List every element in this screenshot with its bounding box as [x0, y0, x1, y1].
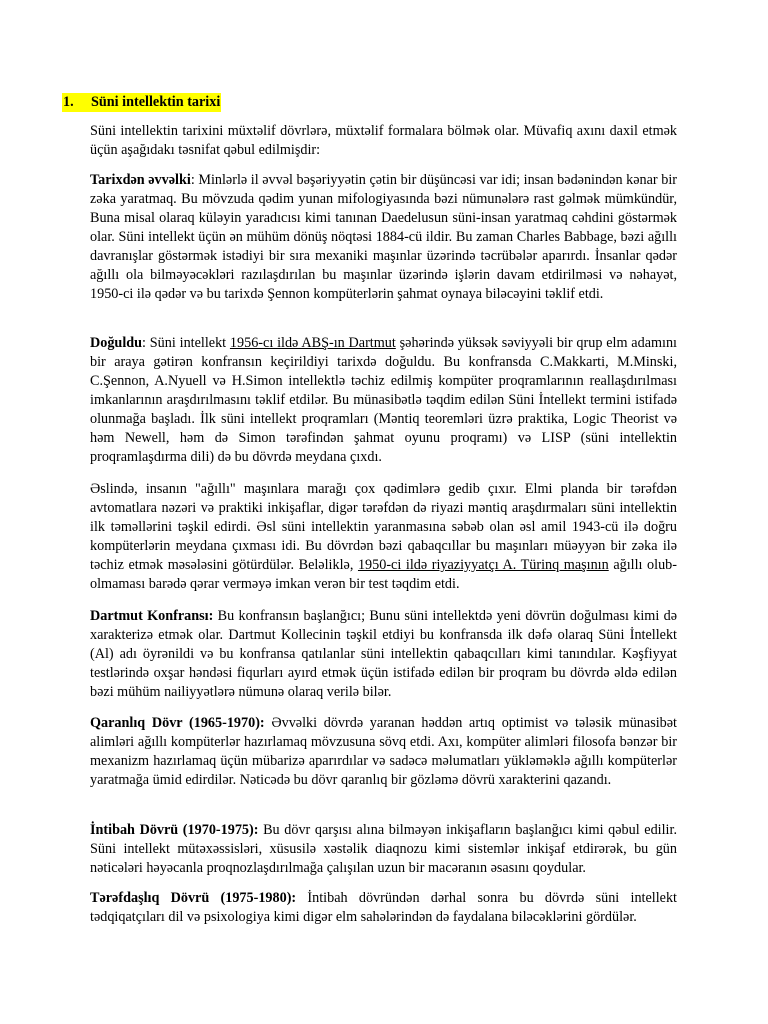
birth-link[interactable]: 1956-cı ildə ABŞ-ın Dartmut [229, 335, 396, 351]
section-heading [62, 93, 221, 112]
dark-period-text: Əvvəlki dövrdə yaranan həddən artıq optimist və tələsik münasibət alimləri ağıllı kompüterlər hazırlamaq mövzusuna sövq etdi. Axı, kompüter alimləri filosofa bənzər bir mexanizm hazırlamaq üçün mübarizə aparırdılar və sadəcə məlumatları yükləməklə ağıllı kompüterlər yaratmağa ümid edirdilər. Nəticədə bu dövr qaranlıq bir gözləmə dövrü xarakterini qazandı. [90, 715, 677, 788]
prehistory-text: : Minlərlə il əvvəl bəşəriyyətin çətin bir düşüncəsi var idi; insan bədənindən kənar bir zəka yaratmaq. Bu mövzuda qədim yunan mifologiyasında bəzi nümunələrə rast gəlmək mümkündür, Buna misal olaraq küləyin yaradıcısı kimi tanınan Daedelusun süni-insan yaratmaq cəhdini göstərmək olar. Süni intellekt üçün ən mühüm dönüş nöqtəsi 1884-cü ildir. Bu zaman Charles Babbage, bəzi ağıllı davranışlar göstərmək istədiyi bir sıra mexaniki maşınlar üzərində təcrübələr aparırdı. İnsanlar qədər ağıllı ola bilməyəcəkləri razılaşdırılan bu maşınlar üzərində işlərin davam etdirilməsi və nəhayət, 1950-ci ilə qədər və bu tarixdə Şennon kompüterlərin şahmat oynaya biləcəyini təklif etdi. [90, 172, 677, 302]
turing-link[interactable]: 1950-ci ildə riyaziyyatçı A. Türinq maşının [357, 557, 609, 573]
origin-text-after: ağıllı olub-olmaması barədə qərar verməyə imkan verən bir test təqdim etdi. [90, 557, 678, 592]
birth-term: Doğuldu [90, 335, 143, 351]
partnership-term: Tərəfdaşlıq Dövrü (1975-1980): [90, 890, 297, 906]
dartmouth-text: Bu konfransın başlanğıcı; Bunu süni intellektdə yeni dövrün doğulması kimi də xarakterizə etmək olar. Dartmut Kollecinin təşkil etdiyi bu konfransda ilk dəfə olaraq Süni İntellekt (Al) adı öyrənildi və bu konfransa qatılanlar süni intellektin qabaqcılları kimi tanındılar. Kəşfiyyat testlərində oxşar həndəsi fiqurları ayırd etmək üçün istifadə edilən bir proqram bu dövrdə əldə edilən bəzi mühüm nailiyyətlərə nümunə olaraq verilə bilər. [90, 608, 678, 700]
renaissance-text: Bu dövr qarşısı alına bilməyən inkişafların başlanğıcı kimi qəbul edilir. Süni intellekt mütəxəssisləri, xüsusilə xəstəlik diaqnozu kimi sistemlər inkişaf etdirərək, bu gün nəticələri həyəcanla proqnozlaşdırılmağa çalışılan uzun bir macəranın əsasını qoydular. [90, 822, 677, 876]
paragraph-dark-period [90, 714, 677, 790]
partnership-text: İntibah dövründən dərhal sonra bu dövrdə süni intellekt tədqiqatçıları dil və psixologiya kimi digər elm sahələrindən də faydalana biləcəklərini gördülər. [90, 890, 677, 925]
paragraph-origin [90, 480, 677, 594]
heading-number: 1. [63, 94, 74, 110]
paragraph-prehistory [90, 171, 677, 304]
renaissance-term: İntibah Dövrü (1970-1975): [90, 822, 259, 838]
dark-period-term: Qaranlıq Dövr (1965-1970): [90, 715, 265, 731]
birth-text-before: : Süni intellekt [142, 335, 230, 351]
prehistory-term: Tarixdən əvvəlki [90, 172, 191, 188]
intro-text: Süni intellektin tarixini müxtəlif dövrlərə, müxtəlif formalara bölmək olar. Müvafiq axını daxil etmək üçün aşağıdakı təsnifat qəbul edilmişdir: [90, 123, 677, 158]
paragraph-intro [90, 122, 677, 160]
paragraph-renaissance [90, 821, 677, 878]
paragraph-dartmouth [90, 607, 677, 702]
heading-title: Süni intellektin tarixi [91, 94, 221, 110]
dartmouth-term: Dartmut Konfransı: [90, 608, 214, 624]
paragraph-birth [90, 334, 677, 467]
paragraph-partnership [90, 889, 677, 927]
origin-text-before: Əslində, insanın "ağıllı" maşınlara marağı çox qədimlərə gedib çıxır. Elmi planda bir tərəfdən avtomatlara nəzəri və praktiki inkişaflar, digər tərəfdən də riyazi məntiq araşdırmaları süni intellektin ilk təməllərini təşkil edirdi. Əsl süni intellektin yaranmasına səbəb olan əsl amil 1943-cü ilə doğru kompüterlərin meydana çıxması idi. Bu dövrdən bəzi qabaqcıllar bu maşınları müəyyən bir zəka ilə təchiz etmək məsələsini götürdülər. Beləliklə, [90, 481, 677, 573]
birth-text-after: şəhərində yüksək səviyyəli bir qrup elm adamını bir araya gətirən konfransın keçirildiyi tarixdə doğuldu. Bu konfransda C.Makkarti, M.Minski, C.Şennon, A.Nyuell və H.Simon intellektlə təchiz edilmiş kompüter proqramlarının reallaşdırılması imkanlarının araşdırılmasını təklif etdilər. Bu münasibətlə təqdim edilən Süni İntellekt termini istifadə olunmağa başladı. İlk süni intellekt proqramları (Məntiq teoremləri üzrə praktika, Logic Theorist və həm Newell, həm də Simon tərəfindən şahmat oyunu proqramı) və LISP (süni intellektin proqramlaşdırma dili) də bu dövrdə meydana çıxdı. [90, 335, 677, 465]
